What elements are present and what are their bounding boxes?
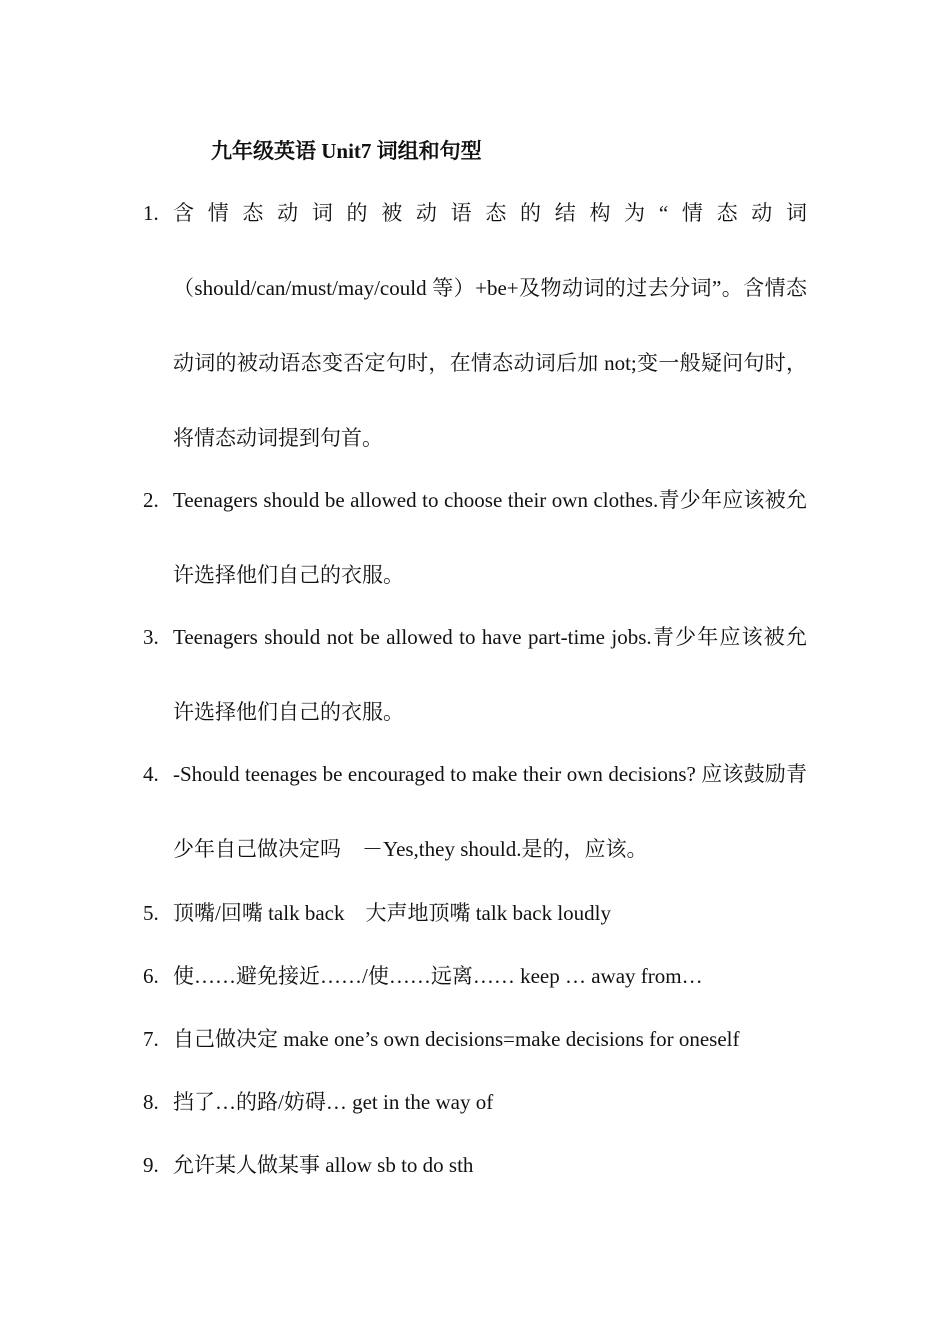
- item-text: 顶嘴/回嘴 talk back 大声地顶嘴 talk back loudly: [173, 901, 612, 925]
- list-item: [143, 1024, 807, 1054]
- list-item: [143, 961, 807, 991]
- item-number: 1.: [143, 201, 159, 225]
- list-item: [143, 898, 807, 928]
- item-text: 使……避免接近……/使……远离…… keep … away from…: [173, 964, 703, 988]
- item-number: 8.: [143, 1090, 159, 1114]
- list-item: [143, 463, 807, 613]
- item-number: 9.: [143, 1153, 159, 1177]
- list-item: [143, 1150, 807, 1180]
- list-item: [143, 1087, 807, 1117]
- item-text: 自己做决定 make one’s own decisions=make decisions for oneself: [173, 1027, 740, 1051]
- item-number: 3.: [143, 625, 159, 649]
- list-item: [143, 600, 807, 750]
- item-number: 5.: [143, 901, 159, 925]
- item-text: Teenagers should not be allowed to have part-time jobs.青少年应该被允许选择他们自己的衣服。: [173, 625, 807, 724]
- item-text: 含情态动词的被动语态的结构为“情态动词（should/can/must/may/could 等）+be+及物动词的过去分词”。含情态动词的被动语态变否定句时，在情态动词后加 not;变一般疑问句时，将情态动词提到句首。: [173, 201, 807, 450]
- item-text: Teenagers should be allowed to choose their own clothes.青少年应该被允许选择他们自己的衣服。: [173, 488, 807, 587]
- item-text: 允许某人做某事 allow sb to do sth: [173, 1153, 474, 1177]
- list-item: [143, 737, 807, 887]
- item-text: -Should teenages be encouraged to make their own decisions? 应该鼓励青少年自己做决定吗 －Yes,they should.是的，应该。: [173, 762, 807, 861]
- document-title: 九年级英语 Unit7 词组和句型: [211, 139, 482, 163]
- item-number: 4.: [143, 762, 159, 786]
- item-number: 2.: [143, 488, 159, 512]
- item-number: 6.: [143, 964, 159, 988]
- item-text: 挡了…的路/妨碍… get in the way of: [173, 1090, 494, 1114]
- list-item: [143, 176, 807, 476]
- item-number: 7.: [143, 1027, 159, 1051]
